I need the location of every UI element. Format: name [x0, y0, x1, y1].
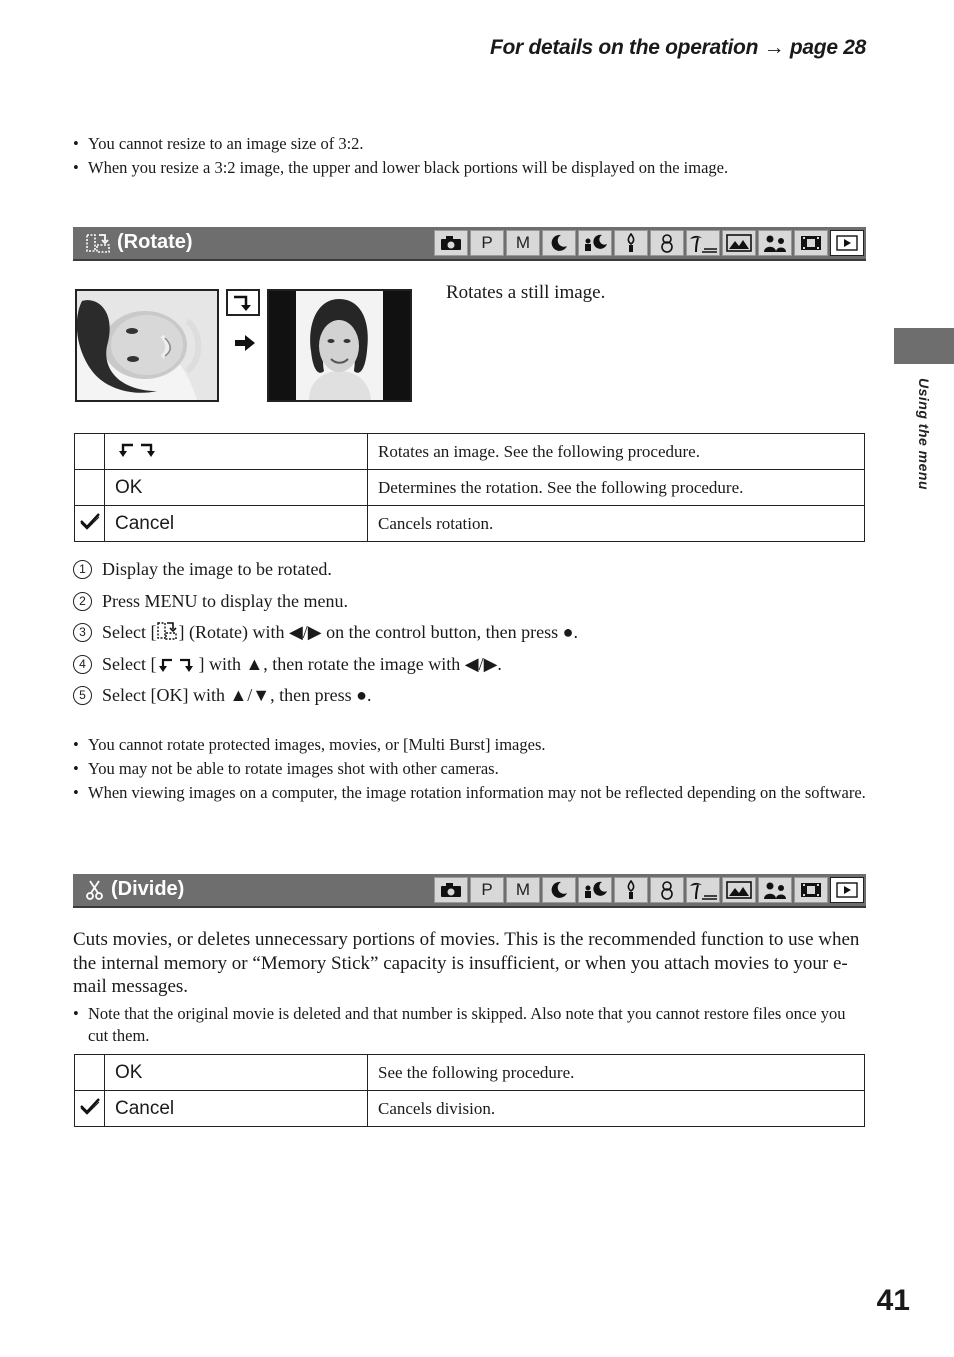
mode-p: P [470, 230, 504, 256]
rotate-icon [156, 621, 178, 641]
twilight-portrait-icon [578, 877, 612, 903]
rotate-steps [73, 554, 578, 712]
candle-icon [614, 877, 648, 903]
note-item: • You cannot rotate protected images, movies, or [Multi Burst] images. [73, 734, 866, 756]
camera-icon [434, 877, 468, 903]
rotate-clockwise-icon [226, 289, 260, 316]
step-text: Select [ ] (Rotate) with ◀/▶ on the control button, then press ●. [102, 622, 578, 642]
check-cell [75, 1055, 105, 1091]
check-cell [75, 434, 105, 470]
table-row[interactable] [75, 470, 865, 506]
scissors-icon [85, 879, 105, 901]
divide-section-bar [73, 874, 866, 908]
playback-icon [830, 230, 864, 256]
step-text: Press MENU to display the menu. [102, 590, 348, 611]
note-item: • When viewing images on a computer, the image rotation information may not be reflected depending on the software. [73, 782, 866, 804]
playback-icon [830, 877, 864, 903]
option-label-cell: OK [105, 1055, 368, 1091]
table-row[interactable] [75, 434, 865, 470]
check-cell [75, 1091, 105, 1127]
note-item: • You cannot resize to an image size of 3:2. [73, 133, 866, 155]
mode-m: M [506, 230, 540, 256]
landscape-icon [722, 877, 756, 903]
rotated-photo-before [75, 289, 219, 402]
twilight-icon [542, 230, 576, 256]
checkmark-icon [79, 512, 101, 530]
table-row[interactable] [75, 1055, 865, 1091]
page-reference-header: For details on the operation → page 28 [490, 36, 866, 59]
option-label-cell [105, 434, 368, 470]
side-section-tab [894, 328, 954, 364]
arrow-right-icon [234, 334, 256, 357]
note-item: • Note that the original movie is deleted and that number is skipped. Also note that you cannot restore files once you cut them. [73, 1003, 866, 1047]
step-item [73, 680, 578, 712]
checkmark-icon [79, 1097, 101, 1115]
candle-icon [614, 230, 648, 256]
step-number: 2 [73, 592, 92, 611]
step-number: 5 [73, 686, 92, 705]
divide-section-title [85, 878, 184, 901]
rotate-section-bar [73, 227, 866, 261]
step-item [73, 617, 578, 649]
camera-icon [434, 230, 468, 256]
rotate-left-right-icon [115, 439, 161, 459]
option-desc-cell: Cancels rotation. [368, 506, 865, 542]
beach-icon [686, 230, 720, 256]
mode-m: M [506, 877, 540, 903]
divide-notes [73, 1003, 866, 1049]
note-item: • When you resize a 3:2 image, the upper and lower black portions will be displayed on the image. [73, 157, 866, 179]
movie-icon [794, 877, 828, 903]
note-item: • You may not be able to rotate images shot with other cameras. [73, 758, 866, 780]
check-cell [75, 506, 105, 542]
divide-title-text: (Divide) [111, 878, 185, 900]
step-item [73, 649, 578, 681]
divide-mode-icons [434, 877, 864, 903]
rotate-mode-icons [434, 230, 864, 256]
step-text: Select [OK] with ▲/▼, then press ●. [102, 685, 372, 705]
soft-snap-icon [758, 230, 792, 256]
twilight-icon [542, 877, 576, 903]
option-desc-cell: See the following procedure. [368, 1055, 865, 1091]
option-label-cell: OK [105, 470, 368, 506]
rotate-notes [73, 734, 866, 806]
page-number: 41 [876, 1284, 910, 1317]
rotate-section-title [85, 231, 193, 254]
resize-notes [73, 133, 866, 181]
option-desc-cell: Determines the rotation. See the following procedure. [368, 470, 865, 506]
side-section-label: Using the menu [916, 378, 932, 491]
step-text: Select [ ] with ▲, then rotate the image with ◀/▶. [102, 653, 502, 674]
snow-icon [650, 877, 684, 903]
movie-icon [794, 230, 828, 256]
twilight-portrait-icon [578, 230, 612, 256]
mode-p: P [470, 877, 504, 903]
rotate-description: Rotates a still image. [446, 282, 606, 303]
rotate-title-text: (Rotate) [117, 231, 193, 253]
divide-options-table [74, 1054, 865, 1127]
table-row[interactable] [75, 1091, 865, 1127]
rotate-left-right-icon [156, 655, 198, 673]
divide-description: Cuts movies, or deletes unnecessary portions of movies. This is the recommended function to use when the internal memory or “Memory Stick” capacity is insufficient, or when you attach movies to your e-mail messages. [73, 929, 860, 997]
step-item [73, 586, 578, 618]
check-cell [75, 470, 105, 506]
table-row[interactable] [75, 506, 865, 542]
option-desc-cell: Cancels division. [368, 1091, 865, 1127]
option-label-cell: Cancel [105, 1091, 368, 1127]
option-label-cell: Cancel [105, 506, 368, 542]
step-number: 1 [73, 560, 92, 579]
step-number: 3 [73, 623, 92, 642]
snow-icon [650, 230, 684, 256]
rotate-options-table [74, 433, 865, 542]
landscape-icon [722, 230, 756, 256]
step-text: Display the image to be rotated. [102, 559, 332, 579]
option-desc-cell: Rotates an image. See the following procedure. [368, 434, 865, 470]
step-item [73, 554, 578, 586]
beach-icon [686, 877, 720, 903]
step-number: 4 [73, 655, 92, 674]
rotated-photo-after [267, 289, 412, 402]
soft-snap-icon [758, 877, 792, 903]
rotate-icon [85, 232, 111, 254]
